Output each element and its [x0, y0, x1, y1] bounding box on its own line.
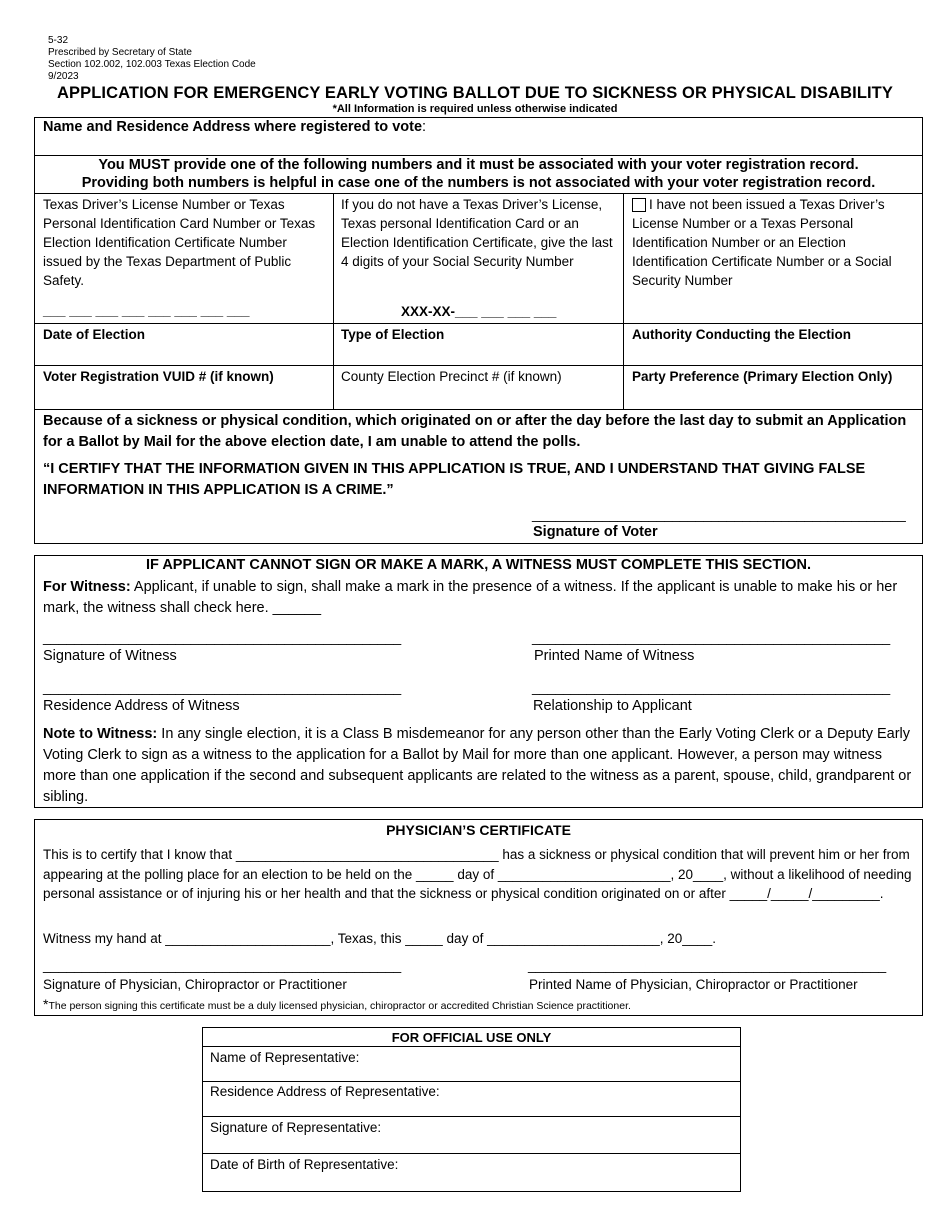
must-provide-line2: Providing both numbers is helpful in case one of the numbers is not associated with your voter registration record. [81, 175, 876, 191]
witness-address-label: Residence Address of Witness [43, 698, 240, 714]
name-address-label: Name and Residence Address where registered to vote [43, 119, 423, 135]
physician-signature-line[interactable]: ______________________________________________ [43, 957, 402, 973]
physician-printed-name-line[interactable]: ______________________________________________ [528, 957, 887, 973]
no-id-label: I have not been issued a Texas Driver’s License Number or a Texas Personal Identification Number or an Election Identification Certificate Number or a Social Security Number [632, 197, 892, 288]
form-number: 5-32 [48, 35, 69, 46]
witness-heading: IF APPLICANT CANNOT SIGN OR MAKE A MARK, A WITNESS MUST COMPLETE THIS SECTION. [145, 557, 812, 573]
witness-printed-name-label: Printed Name of Witness [534, 648, 695, 664]
official-use-heading: FOR OFFICIAL USE ONLY [391, 1030, 552, 1045]
ssn-instructions: If you do not have a Texas Driver’s License, Texas personal Identification Card or an Election Identification Certificate, give the last 4 digits of your Social Security Number [341, 197, 613, 269]
witness-signature-line[interactable]: ______________________________________________ [43, 629, 402, 645]
physician-printed-name-label: Printed Name of Physician, Chiropractor or Practitioner [529, 977, 858, 992]
vuid-label: Voter Registration VUID # (if known) [43, 369, 274, 384]
form-date: 9/2023 [48, 71, 79, 82]
physician-footnote: *The person signing this certificate must be a duly licensed physician, chiropractor or accredited Christian Science practitioner. [43, 996, 631, 1012]
witness-address-line[interactable]: ______________________________________________ [43, 679, 402, 695]
authority-label: Authority Conducting the Election [632, 327, 851, 342]
voter-signature-label: Signature of Voter [533, 524, 658, 540]
certify-statement: “I CERTIFY THAT THE INFORMATION GIVEN IN THIS APPLICATION IS TRUE, AND I UNDERSTAND THAT GIVING FALSE INFORMATION IN THIS APPLICATION IS A CRIME.” [43, 461, 866, 498]
prescribed-by: Prescribed by Secretary of State [48, 47, 192, 58]
form-title: APPLICATION FOR EMERGENCY EARLY VOTING BALLOT DUE TO SICKNESS OR PHYSICAL DISABILITY [57, 84, 893, 102]
relationship-line[interactable]: ______________________________________________ [532, 679, 891, 695]
rep-dob-field[interactable]: Date of Birth of Representative: [210, 1157, 399, 1172]
no-id-statement [632, 195, 916, 290]
witness-my-hand[interactable]: Witness my hand at ______________________, Texas, this _____ day of _______________________, 20____. [43, 931, 717, 946]
note-to-witness-label: Note to Witness: [43, 726, 158, 742]
name-address-field[interactable]: Name and Residence Address where registered to vote: [43, 119, 427, 135]
no-id-checkbox[interactable] [632, 198, 646, 212]
precinct-label: County Election Precinct # (if known) [341, 369, 562, 384]
witness-signature-label: Signature of Witness [43, 648, 177, 664]
for-witness-label: For Witness: [43, 579, 131, 595]
party-preference-label: Party Preference (Primary Election Only) [632, 369, 893, 384]
physician-signature-label: Signature of Physician, Chiropractor or Practitioner [43, 977, 347, 992]
note-to-witness: Note to Witness: In any single election, it is a Class B misdemeanor for any person other than the Early Voting Clerk or a Deputy Early Voting Clerk to sign as a witness to the application for a Ballot by Mail for more than one applicant. However, a person may witness more than one application if the second and subsequent applicants are related to the witness as a parent, spouse, child, grandparent or sibling. [43, 726, 912, 805]
rep-name-field[interactable]: Name of Representative: [210, 1050, 360, 1065]
physician-heading: PHYSICIAN’S CERTIFICATE [386, 822, 571, 838]
rep-address-field[interactable]: Residence Address of Representative: [210, 1084, 440, 1099]
witness-printed-name-line[interactable]: ______________________________________________ [532, 629, 891, 645]
sickness-statement: Because of a sickness or physical condition, which originated on or after the day before the last day to submit an Application for a Ballot by Mail for the above election date, I am unable to attend the polls. [43, 413, 907, 450]
ssn-field[interactable]: XXX-XX-___ ___ ___ ___ [401, 304, 557, 319]
relationship-label: Relationship to Applicant [533, 698, 692, 714]
date-of-election-label: Date of Election [43, 327, 146, 342]
physician-certification-text[interactable]: This is to certify that I know that ___________________________________ has a sickness or physical condition that will prevent him or her from appearing at the polling place for an election to be held on the _____ day of _______________________, 20____, without a likelihood of needing personal assistance or of injuring his or her health and that the sickness or physical condition originated on or after _____/_____/_________. [43, 847, 912, 901]
rep-signature-field[interactable]: Signature of Representative: [210, 1120, 382, 1135]
dl-number-field[interactable]: ___ ___ ___ ___ ___ ___ ___ ___ [43, 303, 250, 318]
voter-signature-line[interactable]: ________________________________________________ [532, 506, 906, 522]
form-subtitle: *All Information is required unless otherwise indicated [332, 103, 618, 115]
election-code-section: Section 102.002, 102.003 Texas Election Code [48, 59, 256, 70]
type-of-election-label: Type of Election [341, 327, 445, 342]
must-provide-line1: You MUST provide one of the following numbers and it must be associated with your voter registration record. [98, 157, 859, 173]
dl-number-instructions: Texas Driver’s License Number or Texas Personal Identification Card Number or Texas Election Identification Certificate Number issued by the Texas Department of Public Safety. [43, 197, 316, 288]
for-witness-paragraph: For Witness: Applicant, if unable to sign, shall make a mark in the presence of a witness. If the applicant is unable to make his or her mark, the witness shall check here. ______ [43, 579, 898, 616]
